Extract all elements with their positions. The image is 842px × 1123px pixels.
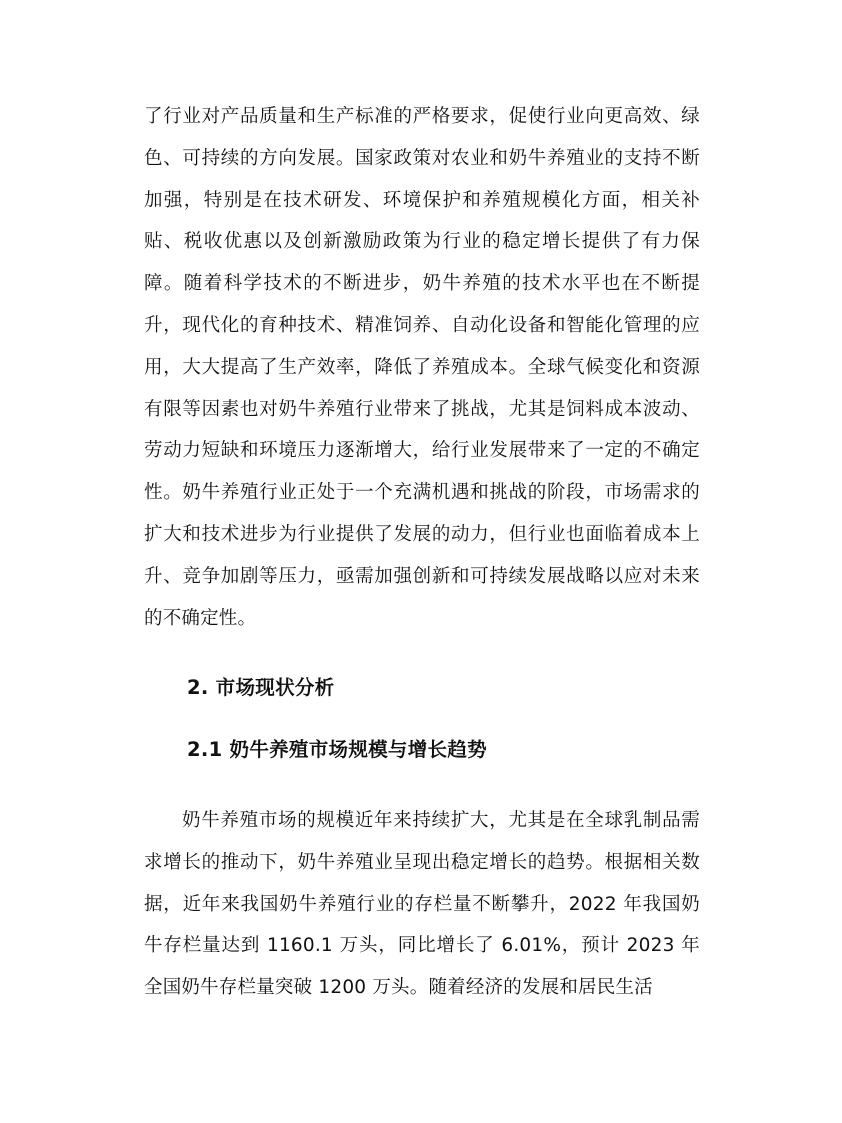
body-paragraph-market-size: 奶牛养殖市场的规模近年来持续扩大，尤其是在全球乳制品需求增长的推动下，奶牛养殖业呈现出稳定增长的趋势。根据相关数据，近年来我国奶牛养殖行业的存栏量不断攀升，2022 年我国奶牛存栏量达到 1160.1 万头，同比增长了 6.01%，预计 2023 年全国奶牛存栏量突破 1200 万头。随着经济的发展和居民生活 — [144, 810, 700, 999]
section-heading: 2. 市场现状分析 — [187, 676, 335, 699]
subsection-heading: 2.1 奶牛养殖市场规模与增长趋势 — [187, 738, 487, 761]
body-paragraph-continued: 了行业对产品质量和生产标准的严格要求，促使行业向更高效、绿色、可持续的方向发展。国家政策对农业和奶牛养殖业的支持不断加强，特别是在技术研发、环境保护和养殖规模化方面，相关补贴、税收优惠以及创新激励政策为行业的稳定增长提供了有力保障。随着科学技术的不断进步，奶牛养殖的技术水平也在不断提升，现代化的育种技术、精准饲养、自动化设备和智能化管理的应用，大大提高了生产效率，降低了养殖成本。全球气候变化和资源有限等因素也对奶牛养殖行业带来了挑战，尤其是饲料成本波动、劳动力短缺和环境压力逐渐增大，给行业发展带来了一定的不确定性。奶牛养殖行业正处于一个充满机遇和挑战的阶段，市场需求的扩大和技术进步为行业提供了发展的动力，但行业也面临着成本上升、竞争加剧等压力，亟需加强创新和可持续发展战略以应对未来的不确定性。 — [144, 106, 700, 629]
